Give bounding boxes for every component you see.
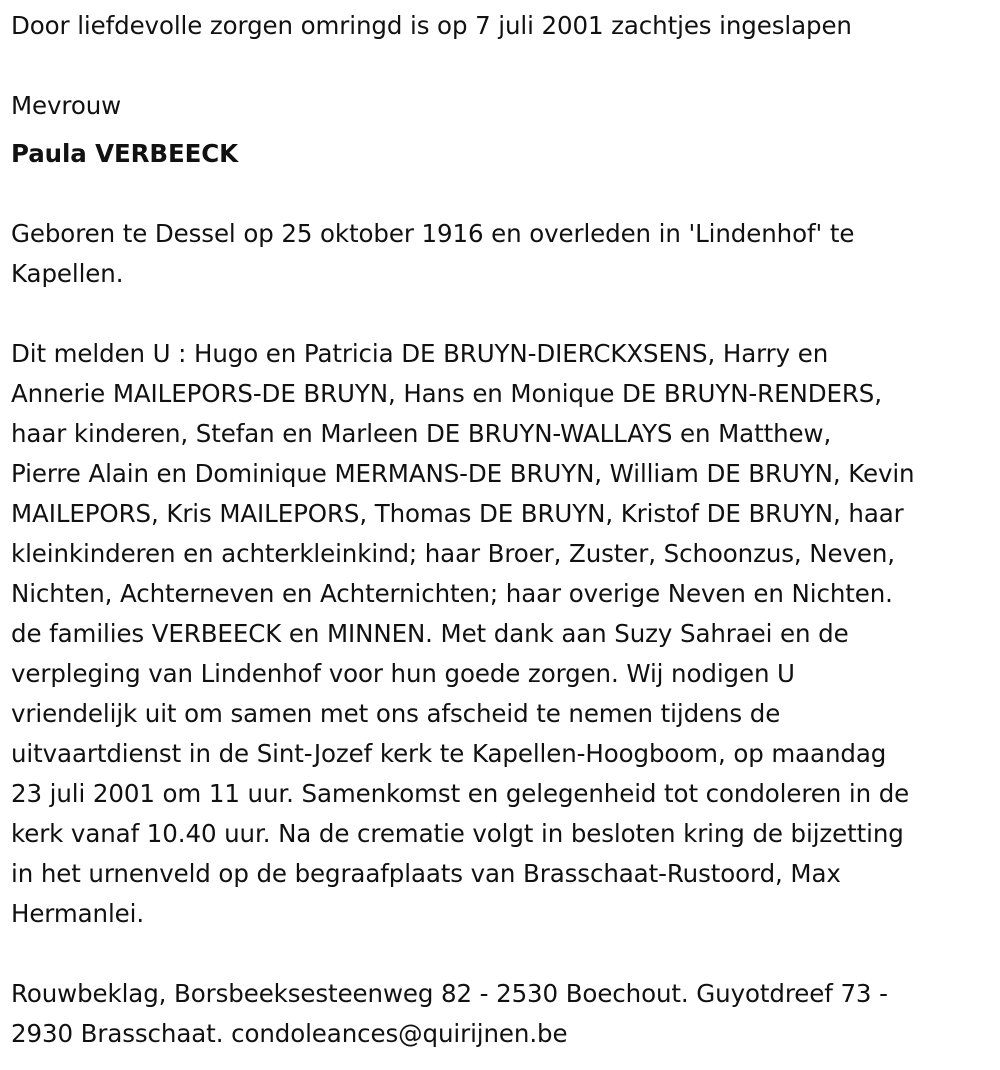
text-line: kleinkinderen en achterkleinkind; haar Broer, Zuster, Schoonzus, Neven, xyxy=(11,539,895,568)
text-line: haar kinderen, Stefan en Marleen DE BRUYN-WALLAYS en Matthew, xyxy=(11,419,832,448)
text-line: Kapellen. xyxy=(11,259,124,288)
text-line: Pierre Alain en Dominique MERMANS-DE BRUYN, William DE BRUYN, Kevin xyxy=(11,459,915,488)
text-line: 23 juli 2001 om 11 uur. Samenkomst en gelegenheid tot condoleren in de xyxy=(11,779,910,808)
text-line: in het urnenveld op de begraafplaats van Brasschaat-Rustoord, Max xyxy=(11,859,841,888)
spacer xyxy=(11,934,993,974)
text-line: Nichten, Achterneven en Achternichten; haar overige Neven en Nichten. xyxy=(11,579,893,608)
spacer xyxy=(11,174,993,214)
text-line: verpleging van Lindenhof voor hun goede zorgen. Wij nodigen U xyxy=(11,659,795,688)
text-line: uitvaartdienst in de Sint-Jozef kerk te Kapellen-Hoogboom, op maandag xyxy=(11,739,887,768)
announcement-paragraph xyxy=(11,334,993,934)
text-line: Hermanlei. xyxy=(11,899,145,928)
deceased-name: Paula VERBEECK xyxy=(11,139,239,168)
intro-line: Door liefdevolle zorgen omringd is op 7 juli 2001 zachtjes ingeslapen xyxy=(11,11,852,40)
text-line: MAILEPORS, Kris MAILEPORS, Thomas DE BRUYN, Kristof DE BRUYN, haar xyxy=(11,499,904,528)
spacer xyxy=(11,46,993,86)
text-line: de families VERBEECK en MINNEN. Met dank aan Suzy Sahraei en de xyxy=(11,619,849,648)
text-line: Geboren te Dessel op 25 oktober 1916 en overleden in 'Lindenhof' te xyxy=(11,219,855,248)
text-line: Rouwbeklag, Borsbeeksesteenweg 82 - 2530 Boechout. Guyotdreef 73 - xyxy=(11,979,888,1008)
text-line: Annerie MAILEPORS-DE BRUYN, Hans en Monique DE BRUYN-RENDERS, xyxy=(11,379,882,408)
obituary-document xyxy=(11,6,993,1054)
salutation: Mevrouw xyxy=(11,91,122,120)
birth-paragraph xyxy=(11,214,993,294)
contact-paragraph xyxy=(11,974,993,1054)
text-line: 2930 Brasschaat. condoleances@quirijnen.be xyxy=(11,1019,568,1048)
text-line: vriendelijk uit om samen met ons afscheid te nemen tijdens de xyxy=(11,699,781,728)
spacer xyxy=(11,294,993,334)
text-line: Dit melden U : Hugo en Patricia DE BRUYN-DIERCKXSENS, Harry en xyxy=(11,339,829,368)
text-line: kerk vanaf 10.40 uur. Na de crematie volgt in besloten kring de bijzetting xyxy=(11,819,904,848)
